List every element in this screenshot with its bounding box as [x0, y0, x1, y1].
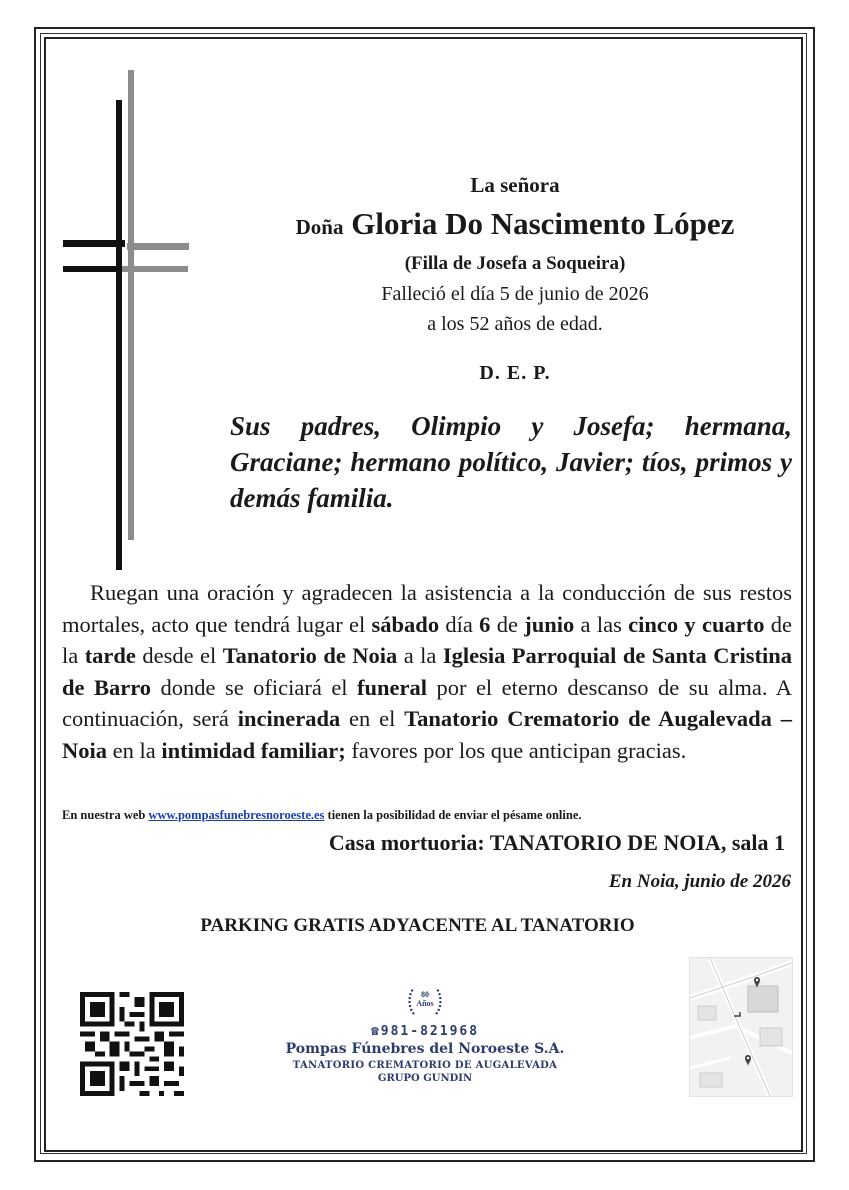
- company-name: Pompas Fúnebres del Noroeste S.A.: [285, 1041, 565, 1057]
- cross-black-vertical: [116, 100, 122, 570]
- body-bold-part: cinco y cuarto: [628, 611, 765, 637]
- death-date: Falleció el día 5 de junio de 2026: [381, 283, 649, 305]
- anniversary-badge-icon: [404, 980, 446, 1022]
- body-text-part: desde el: [135, 643, 223, 668]
- cross-black-arm: [63, 240, 125, 247]
- title-prefix: Doña: [295, 215, 344, 239]
- deceased-name-line: [230, 206, 800, 242]
- nickname: (Filla de Josefa a Soqueira): [404, 253, 626, 274]
- website-link[interactable]: www.pompasfunebresnoroeste.es: [148, 808, 325, 822]
- cross-gray-vertical: [128, 70, 134, 540]
- group-name: GRUPO GUNDIN: [377, 1073, 473, 1084]
- rip-text: D. E. P.: [479, 362, 551, 384]
- body-bold-part: sábado: [371, 611, 440, 637]
- body-bold-part: tarde: [84, 643, 136, 668]
- qr-code-icon[interactable]: [80, 992, 184, 1096]
- family-list: Sus padres, Olimpio y Josefa; hermana, Graciane; hermano político, Javier; tíos, primos y demás familia.: [230, 411, 792, 513]
- location-map-icon[interactable]: [689, 957, 793, 1097]
- body-bold-part: intimidad familiar;: [161, 737, 346, 763]
- body-text-part: favores por los que anticipan gracias.: [345, 737, 687, 763]
- body-bold-part: junio: [524, 611, 575, 637]
- crematorium-name: TANATORIO CREMATORIO DE AUGALEVADA: [292, 1060, 558, 1071]
- body-bold-part: Tanatorio Crematorio de Augalevada – Noia: [62, 706, 793, 763]
- cross-black-arm-lower: [63, 266, 121, 272]
- deceased-name: Gloria Do Nascimento López: [351, 206, 735, 241]
- body-text-part: en el: [340, 706, 405, 731]
- body-text-part: día: [439, 611, 480, 637]
- body-bold-part: 6: [479, 611, 491, 637]
- body-bold-part: funeral: [357, 674, 428, 700]
- phone-number[interactable]: ☎981-821968: [370, 1024, 480, 1039]
- badge-word: Años: [416, 999, 434, 1008]
- ceremony-paragraph: [62, 577, 792, 766]
- body-text-part: donde se oficiará el: [151, 674, 358, 700]
- company-logo-block: [280, 980, 570, 1084]
- web-note-prefix: En nuestra web: [62, 808, 149, 822]
- body-text-part: en la: [107, 737, 162, 763]
- body-text-part: de: [490, 611, 525, 637]
- funeral-home: Casa mortuoria: TANATORIO DE NOIA, sala 1: [328, 830, 785, 855]
- body-text-part: a la: [397, 643, 443, 668]
- cross-gray-arm: [127, 243, 189, 250]
- body-text-part: de la: [62, 611, 792, 668]
- intro-text: La señora: [470, 173, 560, 197]
- body-text-part: por el eterno descanso de su alma. A continuación, será: [62, 674, 792, 731]
- body-text-part: Ruegan una oración y agradecen la asistencia a la conducción de sus restos mortales, acto que tendrá lugar el: [62, 580, 792, 637]
- place-date: En Noia, junio de 2026: [608, 871, 791, 892]
- parking-notice: PARKING GRATIS ADYACENTE AL TANATORIO: [200, 915, 635, 936]
- body-bold-part: Iglesia Parroquial de Santa Cristina de Barro: [62, 643, 792, 700]
- body-bold-part: Tanatorio de Noia: [222, 643, 398, 668]
- web-note-suffix: tienen la posibilidad de enviar el pésame online.: [324, 808, 582, 822]
- age: a los 52 años de edad.: [427, 313, 603, 335]
- badge-number: 80: [421, 990, 429, 999]
- body-bold-part: incinerada: [237, 706, 341, 731]
- web-note: [62, 808, 792, 823]
- body-text-part: a las: [574, 611, 629, 637]
